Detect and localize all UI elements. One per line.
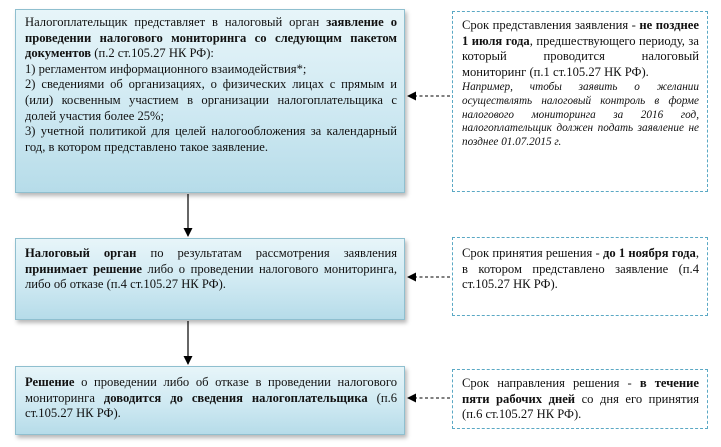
deadline-notification-box bbox=[452, 369, 708, 429]
step3-text-2: (п.6 ст.105.27 НК РФ). bbox=[25, 390, 398, 421]
step1-intro-bold: заявление о проведении налогового мониторинга со следующим пакетом документов bbox=[25, 15, 397, 61]
step2-decision-box bbox=[15, 238, 405, 320]
side3-text-2: со дня его принятия (п.6 ст.105.27 НК РФ). bbox=[462, 391, 699, 422]
side2-text-2: , в котором представлено заявление (п.4 ст.105.27 НК РФ). bbox=[462, 246, 699, 292]
side1-bold: не позднее 1 июля года bbox=[462, 18, 699, 48]
step2-bold-2: принимает решение bbox=[25, 261, 143, 276]
side3-bold: в течение пяти рабочих дней bbox=[462, 376, 699, 406]
step3-notification-box bbox=[15, 366, 405, 435]
side1-example-note: Например, чтобы заявить о желании осуществлять налоговый контроль в форме налогового мониторинга за 2016 год, налогоплательщик должен подать заявление не позднее 01.07.2015 г. bbox=[462, 81, 699, 148]
side3-text-1: Срок направления решения - bbox=[462, 376, 640, 390]
step1-item-2: 2) сведениями об организациях, о физических лицах с прямым и (или) косвенным участием в организации налогоплательщика с долей участия более 25%; bbox=[25, 77, 397, 123]
step2-bold-1: Налоговый орган bbox=[25, 246, 137, 260]
step3-text-1: о проведении либо об отказе в проведении налогового мониторинга bbox=[25, 375, 397, 405]
deadline-application-box bbox=[452, 11, 708, 192]
step2-text-1: по результатам рассмотрения заявления bbox=[136, 246, 397, 260]
step1-intro bbox=[25, 15, 397, 60]
step1-application-box bbox=[15, 9, 405, 193]
deadline-decision-box bbox=[452, 237, 708, 316]
step1-intro-ref: (п.2 ст.105.27 НК РФ): bbox=[91, 46, 214, 61]
step2-text-2: либо о проведении налогового мониторинга, либо об отказе (п.4 ст.105.27 НК РФ). bbox=[25, 261, 397, 292]
side2-text-1: Срок принятия решения - bbox=[462, 246, 603, 260]
side1-text-1: Срок представления заявления - bbox=[462, 18, 640, 32]
step1-intro-text: Налогоплательщик представляет в налоговый орган bbox=[25, 15, 320, 29]
step3-bold-1: Решение bbox=[25, 375, 75, 389]
step1-item-3: 3) учетной политикой для целей налогообложения за календарный год, в котором представлено такое заявление. bbox=[25, 124, 397, 154]
step3-bold-2: доводится до сведения налогоплательщика bbox=[103, 390, 368, 405]
side2-bold: до 1 ноября года bbox=[602, 246, 696, 260]
side1-text-2: , предшествующего периоду, за который проводится налоговый мониторинг (п.1 ст.105.27 НК РФ). bbox=[462, 33, 699, 79]
step1-item-1: 1) регламентом информационного взаимодействия*; bbox=[25, 61, 307, 76]
